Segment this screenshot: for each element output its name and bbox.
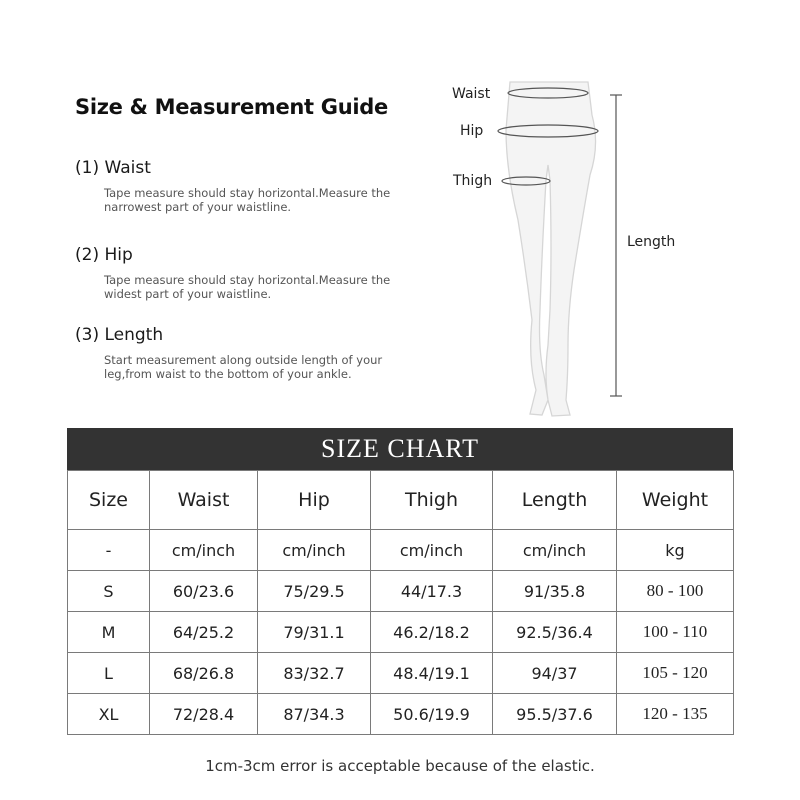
column-header: Weight bbox=[617, 471, 734, 530]
length-cell: 94/37 bbox=[493, 653, 617, 694]
hip-cell: 75/29.5 bbox=[258, 571, 371, 612]
size-chart-title: SIZE CHART bbox=[67, 428, 733, 470]
unit-cell: cm/inch bbox=[493, 530, 617, 571]
table-row bbox=[68, 612, 734, 653]
section-waist bbox=[75, 158, 415, 214]
section-description: Tape measure should stay horizontal.Measure the narrowest part of your waistline. bbox=[104, 186, 391, 214]
waist-label: Waist bbox=[452, 86, 491, 102]
table-row bbox=[68, 571, 734, 612]
footnote: 1cm-3cm error is acceptable because of the elastic. bbox=[205, 757, 595, 775]
column-header: Hip bbox=[258, 471, 371, 530]
table-row bbox=[68, 694, 734, 735]
section-heading: (1) Waist bbox=[75, 158, 151, 178]
thigh-label: Thigh bbox=[453, 173, 493, 189]
units-row bbox=[68, 530, 734, 571]
weight-cell: 120 - 135 bbox=[617, 694, 734, 735]
length-cell: 91/35.8 bbox=[493, 571, 617, 612]
thigh-cell: 48.4/19.1 bbox=[371, 653, 493, 694]
thigh-cell: 50.6/19.9 bbox=[371, 694, 493, 735]
hip-cell: 79/31.1 bbox=[258, 612, 371, 653]
weight-cell: 100 - 110 bbox=[617, 612, 734, 653]
unit-cell: cm/inch bbox=[258, 530, 371, 571]
weight-cell: 105 - 120 bbox=[617, 653, 734, 694]
section-description: Tape measure should stay horizontal.Measure the widest part of your waistline. bbox=[104, 273, 391, 301]
waist-cell: 60/23.6 bbox=[150, 571, 258, 612]
waist-cell: 72/28.4 bbox=[150, 694, 258, 735]
column-header: Waist bbox=[150, 471, 258, 530]
size-table bbox=[67, 470, 734, 735]
waist-cell: 68/26.8 bbox=[150, 653, 258, 694]
unit-cell: - bbox=[68, 530, 150, 571]
table-row bbox=[68, 653, 734, 694]
unit-cell: kg bbox=[617, 530, 734, 571]
size-cell: XL bbox=[68, 694, 150, 735]
size-cell: M bbox=[68, 612, 150, 653]
column-header: Thigh bbox=[371, 471, 493, 530]
size-cell: L bbox=[68, 653, 150, 694]
section-heading: (3) Length bbox=[75, 325, 164, 345]
guide-title: Size & Measurement Guide bbox=[75, 95, 388, 119]
column-header: Length bbox=[493, 471, 617, 530]
size-chart bbox=[67, 428, 733, 735]
unit-cell: cm/inch bbox=[371, 530, 493, 571]
section-length bbox=[75, 325, 415, 381]
section-description: Start measurement along outside length of your leg,from waist to the bottom of your ankle. bbox=[104, 353, 383, 381]
table-header-row bbox=[68, 471, 734, 530]
hip-cell: 87/34.3 bbox=[258, 694, 371, 735]
length-cell: 92.5/36.4 bbox=[493, 612, 617, 653]
section-hip bbox=[75, 245, 415, 301]
hip-cell: 83/32.7 bbox=[258, 653, 371, 694]
length-label: Length bbox=[627, 234, 676, 250]
length-cell: 95.5/37.6 bbox=[493, 694, 617, 735]
thigh-cell: 44/17.3 bbox=[371, 571, 493, 612]
legs-silhouette bbox=[506, 82, 596, 416]
section-heading: (2) Hip bbox=[75, 245, 133, 265]
unit-cell: cm/inch bbox=[150, 530, 258, 571]
size-cell: S bbox=[68, 571, 150, 612]
column-header: Size bbox=[68, 471, 150, 530]
legs-figure bbox=[440, 70, 720, 430]
hip-label: Hip bbox=[460, 123, 484, 139]
waist-cell: 64/25.2 bbox=[150, 612, 258, 653]
weight-cell: 80 - 100 bbox=[617, 571, 734, 612]
thigh-cell: 46.2/18.2 bbox=[371, 612, 493, 653]
